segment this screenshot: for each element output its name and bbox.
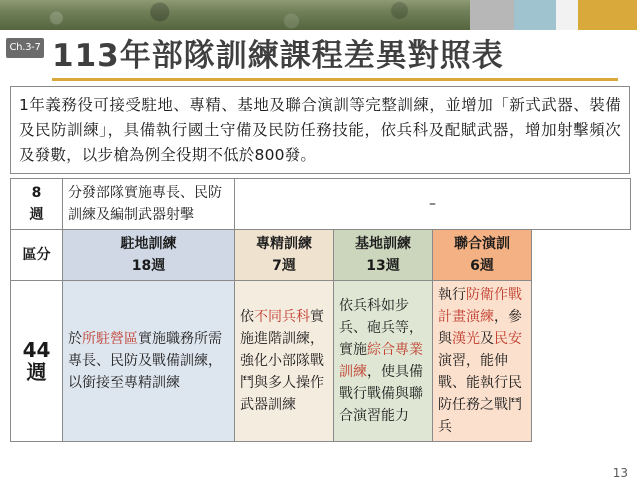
row-label-44week bbox=[11, 281, 63, 442]
header-swatch-white bbox=[556, 0, 578, 30]
highlighted-text: 防衛作戰計畫演練 bbox=[438, 287, 522, 325]
body-cell-4 bbox=[433, 281, 532, 442]
header-swatch-gold bbox=[578, 0, 640, 30]
row-label-8week-unit: 週 bbox=[29, 207, 44, 223]
header-swatch-gray bbox=[470, 0, 514, 30]
header-swatch-blue bbox=[514, 0, 556, 30]
header-col-4-weeks: 6週 bbox=[470, 258, 494, 274]
plain-text: 演習，能伸戰、能執行民防任務之戰鬥兵 bbox=[438, 353, 522, 435]
row-label-44week-number: 44 bbox=[22, 338, 51, 362]
header-col-1-name: 駐地訓練 bbox=[120, 236, 177, 252]
page-number: 13 bbox=[612, 466, 628, 480]
row-label-44week-unit: 週 bbox=[26, 360, 47, 384]
header-col-1 bbox=[63, 230, 235, 281]
highlighted-text: 漢光 bbox=[452, 331, 480, 347]
header-col-2-weeks: 7週 bbox=[272, 258, 296, 274]
plain-text: 執行 bbox=[438, 287, 466, 303]
plain-text: 依兵科如步兵、砲兵等，實施 bbox=[339, 298, 423, 358]
header-col-4 bbox=[433, 230, 532, 281]
plain-text: ，參與 bbox=[438, 309, 522, 347]
table-header-row bbox=[11, 230, 631, 281]
plain-text: 於 bbox=[68, 331, 82, 347]
highlighted-text: 綜合專業訓練 bbox=[339, 342, 423, 380]
row-label-8week-number: 8 bbox=[31, 185, 42, 201]
plain-text: 及 bbox=[480, 331, 494, 347]
title-band bbox=[0, 30, 640, 82]
body-cell-2 bbox=[235, 281, 334, 442]
highlighted-text: 不同兵科 bbox=[254, 309, 310, 325]
header-col-2 bbox=[235, 230, 334, 281]
header-label-division: 區分 bbox=[11, 230, 63, 281]
header-photo bbox=[0, 0, 470, 30]
header-col-2-name: 專精訓練 bbox=[256, 236, 312, 252]
intro-paragraph: 1年義務役可接受駐地、專精、基地及聯合演訓等完整訓練，並增加「新式武器、裝備及民防訓練」，具備執行國土守備及民防任務技能，依兵科及配賦武器，增加射擊頻次及發數，以步槍為例全役期不低於800發。 bbox=[10, 86, 630, 174]
page-title: 113年部隊訓練課程差異對照表 bbox=[52, 38, 504, 74]
table-row-44week bbox=[11, 281, 631, 442]
table-row-8week bbox=[11, 179, 631, 230]
training-comparison-table bbox=[10, 178, 631, 442]
plain-text: 依 bbox=[240, 309, 254, 325]
plain-text: 實施進階訓練，強化小部隊戰鬥與多人操作武器訓練 bbox=[240, 309, 324, 413]
plain-text: ，使具備戰行戰備與聯合演習能力 bbox=[339, 364, 423, 424]
header-col-1-weeks: 18週 bbox=[131, 258, 166, 274]
row-label-8week bbox=[11, 179, 63, 230]
header-col-3-name: 基地訓練 bbox=[355, 236, 411, 252]
top-photo-strip bbox=[0, 0, 640, 30]
highlighted-text: 民安 bbox=[494, 331, 522, 347]
plain-text: 實施職務所需專長、民防及戰備訓練，以銜接至專精訓練 bbox=[68, 331, 222, 391]
row-8week-description: 分發部隊實施專長、民防訓練及編制武器射擊 bbox=[63, 179, 235, 230]
chapter-chip: Ch.3-7 bbox=[6, 38, 44, 58]
row-8week-dash: – bbox=[235, 179, 631, 230]
body-cell-3 bbox=[334, 281, 433, 442]
header-col-3-weeks: 13週 bbox=[366, 258, 400, 274]
title-underline bbox=[52, 78, 618, 81]
body-cell-1 bbox=[63, 281, 235, 442]
header-col-3 bbox=[334, 230, 433, 281]
highlighted-text: 所駐營區 bbox=[82, 331, 138, 347]
header-col-4-name: 聯合演訓 bbox=[454, 236, 510, 252]
